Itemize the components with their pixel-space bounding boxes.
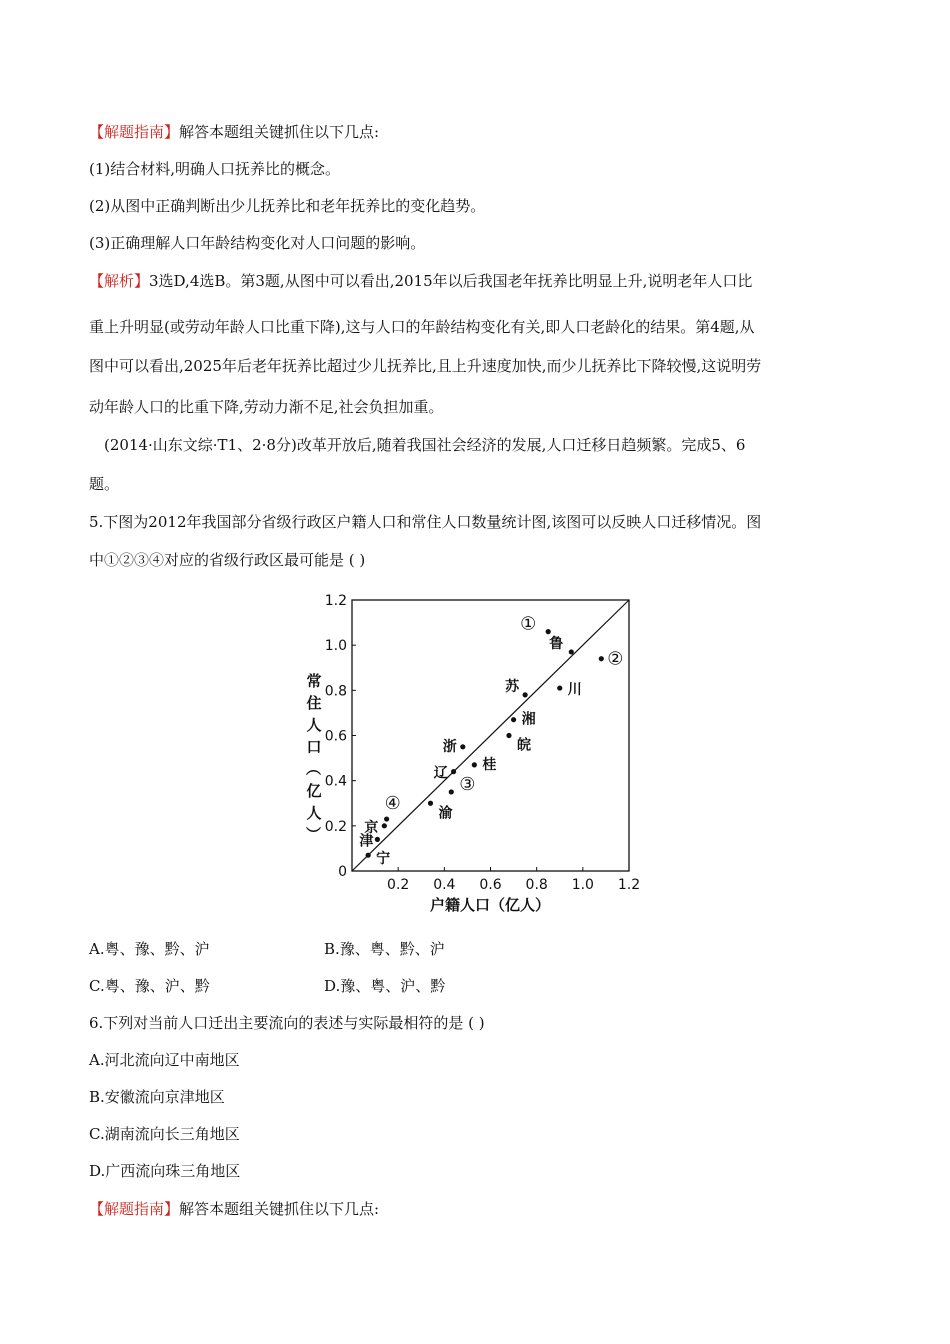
data-point: [523, 692, 528, 697]
point-label: 京: [364, 819, 379, 836]
chart-svg: [300, 588, 650, 918]
guide1-text: 解答本题组关键抓住以下几点:: [179, 123, 380, 141]
q5-option-c[interactable]: C.粤、豫、沪、黔: [89, 977, 210, 995]
point-label: ②: [607, 648, 624, 670]
y-axis-label-char: 口: [306, 738, 322, 756]
point-label: 渝: [438, 805, 453, 822]
guide1-line: [89, 122, 379, 142]
q6-option-d[interactable]: D.广西流向珠三角地区: [89, 1162, 241, 1180]
point-label: 桂: [482, 756, 497, 773]
point-label: 辽: [433, 765, 448, 782]
data-point: [472, 762, 477, 767]
guide2-line: [89, 1199, 379, 1219]
intro-line-1: (2014·山东文综·T1、2·8分)改革开放后,随着我国社会经济的发展,人口迁移日趋频繁。完成5、6: [104, 436, 746, 454]
data-point: [384, 816, 389, 821]
q6-stem: 6.下列对当前人口迁出主要流向的表述与实际最相符的是 ( ): [89, 1014, 485, 1032]
point-label: 宁: [376, 851, 391, 868]
q5-stem-line-2: 中①②③④对应的省级行政区最可能是 ( ): [89, 551, 366, 569]
intro-line-2: 题。: [89, 475, 120, 493]
guide2-text: 解答本题组关键抓住以下几点:: [179, 1200, 380, 1218]
data-point: [428, 801, 433, 806]
point-label: 川: [567, 682, 582, 699]
x-tick-label: 1.2: [617, 877, 641, 893]
x-tick-label: 0.2: [387, 877, 410, 893]
data-point: [449, 789, 454, 794]
data-point: [546, 629, 551, 634]
q6-option-c[interactable]: C.湖南流向长三角地区: [89, 1125, 240, 1143]
point-label: 津: [359, 833, 374, 850]
q5-option-a[interactable]: A.粤、豫、黔、沪: [89, 940, 210, 958]
data-point: [460, 744, 465, 749]
analysis-line-2: 重上升明显(或劳动年龄人口比重下降),这与人口的年龄结构变化有关,即人口老龄化的结果。第4题,从: [89, 318, 755, 336]
q5-stem-line-1: 5.下图为2012年我国部分省级行政区户籍人口和常住人口数量统计图,该图可以反映人口迁移情况。图: [89, 513, 762, 531]
y-axis-label-char: 人: [306, 716, 322, 734]
data-point: [511, 717, 516, 722]
guide1-point-2: (2)从图中正确判断出少儿抚养比和老年抚养比的变化趋势。: [89, 197, 486, 215]
point-label: 苏: [505, 678, 520, 695]
analysis-line-1: [89, 271, 752, 291]
x-tick-label: 0.4: [433, 877, 456, 893]
y-tick-label: 0.8: [324, 683, 347, 700]
point-label: 浙: [442, 738, 457, 755]
guide1-tag: 【解题指南】: [89, 123, 180, 141]
x-tick-label: 1.0: [571, 877, 594, 893]
data-point: [599, 656, 604, 661]
point-label: ④: [384, 793, 401, 815]
analysis-line-3: 图中可以看出,2025年后老年抚养比超过少儿抚养比,且上升速度加快,而少儿抚养比下降较慢,这说明劳: [89, 357, 762, 375]
guide1-point-1: (1)结合材料,明确人口抚养比的概念。: [89, 160, 341, 178]
y-axis-label-char: 亿: [306, 782, 322, 800]
point-label: ③: [459, 773, 476, 795]
data-point: [506, 733, 511, 738]
point-label: 鲁: [549, 635, 564, 652]
y-tick-label: 0: [338, 864, 347, 880]
guide1-point-3: (3)正确理解人口年龄结构变化对人口问题的影响。: [89, 234, 426, 252]
y-tick-label: 0.6: [324, 728, 347, 745]
q5-option-b[interactable]: B.豫、粤、黔、沪: [324, 940, 445, 958]
y-axis-label: [304, 672, 322, 842]
data-point: [375, 837, 380, 842]
data-point: [366, 853, 371, 858]
q6-option-b[interactable]: B.安徽流向京津地区: [89, 1088, 225, 1106]
guide2-tag: 【解题指南】: [89, 1200, 180, 1218]
analysis-line-4: 动年龄人口的比重下降,劳动力渐不足,社会负担加重。: [89, 398, 444, 416]
x-tick-label: 0.6: [479, 877, 502, 893]
y-tick-label: 1.0: [324, 638, 347, 655]
equal-line: [352, 600, 629, 871]
data-point: [451, 769, 456, 774]
y-axis-label-char: 住: [306, 694, 322, 712]
y-axis-label-char: ）: [304, 826, 322, 842]
analysis-tag: 【解析】: [89, 272, 150, 290]
point-label: ①: [520, 613, 537, 635]
q6-option-a[interactable]: A.河北流向辽中南地区: [89, 1051, 240, 1069]
analysis-text-1: 3选D,4选B。第3题,从图中可以看出,2015年以后我国老年抚养比明显上升,说明老年人口比: [149, 272, 753, 290]
y-tick-label: 0.2: [324, 818, 347, 835]
point-label: 湘: [521, 711, 536, 728]
y-axis-label-char: （: [304, 760, 322, 776]
x-tick-label: 0.8: [525, 877, 548, 893]
population-scatter-chart: [300, 588, 650, 918]
y-axis-label-char: 常: [306, 672, 322, 690]
y-tick-label: 1.2: [324, 593, 347, 609]
x-axis-label: 户籍人口（亿人）: [429, 896, 551, 914]
data-point: [557, 685, 562, 690]
data-point: [382, 823, 387, 828]
y-axis-label-char: 人: [306, 804, 322, 822]
point-label: 皖: [516, 737, 531, 754]
y-tick-label: 0.4: [324, 773, 347, 790]
q5-option-d[interactable]: D.豫、粤、沪、黔: [324, 977, 446, 995]
data-point: [569, 649, 574, 654]
